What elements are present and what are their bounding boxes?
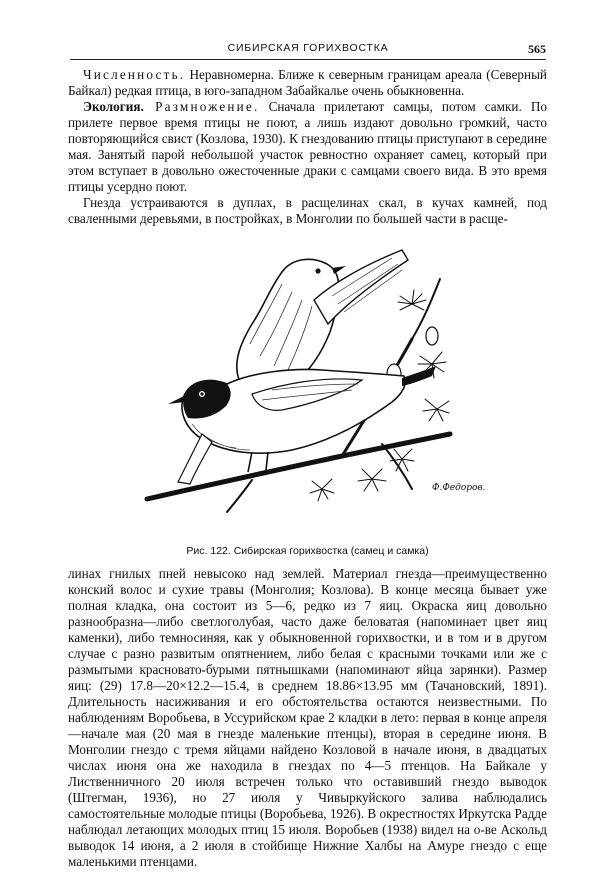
paragraph-nests: Гнезда устраиваются в дуплах, в расщелинах скал, в кучах камней, под сваленными деревьями, в постройках, в Монголии по большей части в расще- [68, 195, 547, 226]
page-number: 565 [528, 42, 546, 56]
text-block-bottom [68, 566, 547, 870]
heading-ecology: Экология. [83, 99, 144, 114]
paragraph-abundance [68, 67, 547, 99]
heading-breeding: Размножение. [143, 99, 260, 114]
header-rule [70, 59, 546, 60]
paragraph-nest-continued: линах гнилых пней невысоко над землей. Материал гнезда—преимущественно конский волос и сухие травы (Монголия; Козлова). В конце месяца бывает уже полная кладка, она состоит из 5—6, редко из 7 яиц. Окраска яиц довольно разнообразна—либо светлоголубая, часто даже беловатая (напоминает цвет яиц каменки), либо темносиняя, как у обыкновенной горихвостки, и в том и в другом случае с разно развитым опятнением, либо белая с красными точками или же с размытыми красновато-бурыми пятнышками (напоминают яйца зарянки). Размер яиц: (29) 17.8—20×12.2—15.4, в среднем 18.86×13.95 мм (Тачановский, 1891). Длительность насиживания и его обстоятельства остаются неизвестными. По наблюдениям Воробьева, в Уссурийском крае 2 кладки в лето: первая в конце апреля—начале мая (20 мая в гнезде маленькие птенцы), вторая в середине июня. В Монголии гнездо с тремя яйцами найдено Козловой в начале июня, в двадцатых числах июня она же находила в гнездах по 4—5 птенцов. На Байкале у Лиственничного 20 июля встречен только что оставивший гнездо выводок (Штегман, 1936), но 27 июля у Чивыркуйского залива наблюдались самостоятельные молодые птицы (Воробьева, 1926). В окрестностях Иркутска Радде наблюдал летающих молодых птиц 15 июля. Воробьев (1938) видел на о-ве Аскольд выводок 14 июня, а 2 июля в стойбище Нижние Халбы на Амуре гнездо с еще маленькими птенцами. [68, 566, 547, 869]
running-head [70, 42, 546, 58]
figure-caption: Рис. 122. Сибирская горихвостка (самец и самка) [186, 545, 429, 557]
bird-illustration [132, 244, 486, 514]
heading-abundance: Численность. [83, 67, 186, 82]
text-block-top [68, 67, 547, 227]
illustrator-signature: Ф.Федоров. [432, 483, 486, 493]
paragraph-abundance-text: Неравномерна. Ближе к северным границам ареала (Северный Байкал) редкая птица, в юго-западном Забайкалье очень обыкновенна. [68, 67, 547, 98]
paragraph-ecology-text: Сначала прилетают самцы, потом самки. По прилете первое время птицы не поют, а лишь издают довольно громкий, часто повторяющийся свист (Козлова, 1930). К гнездованию птицы приступают в середине мая. Занятый парой небольшой участок ревностно охраняет самец, который при этом вступает в довольно ожесточенные драки с самцами своего вида. В это время птицы усердно поют. [68, 99, 547, 194]
paragraph-ecology [68, 99, 547, 195]
running-title: СИБИРСКАЯ ГОРИХВОСТКА [227, 42, 389, 54]
